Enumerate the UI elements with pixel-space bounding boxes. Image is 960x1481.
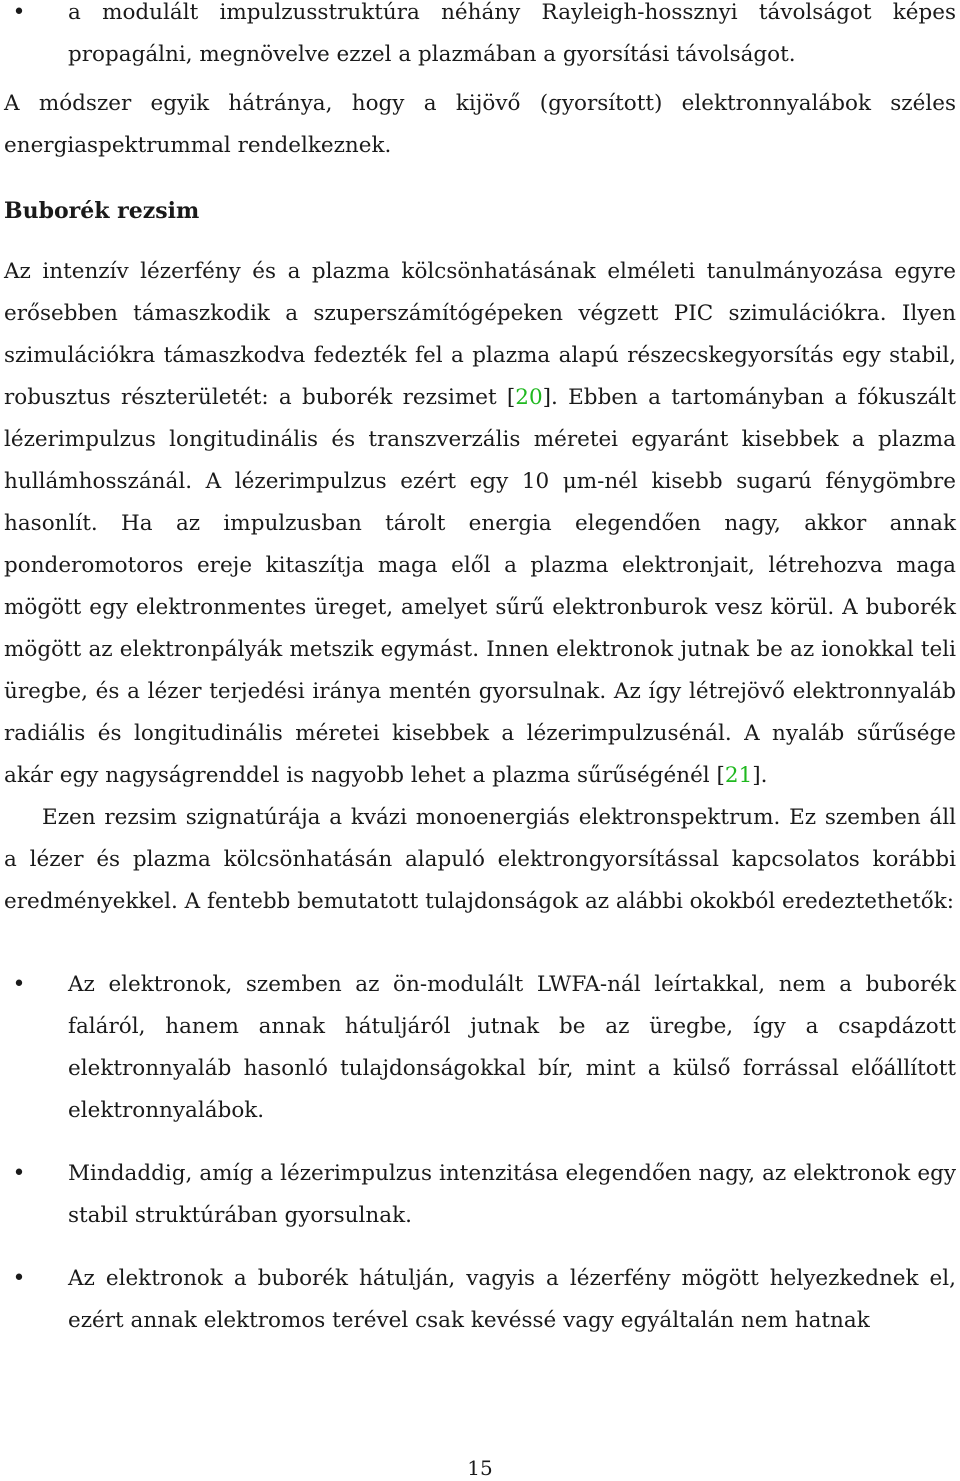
list-item-text: Az elektronok, szemben az ön-modulált LWFA-nál leírtakkal, nem a buborék faláról, hanem annak hátuljáról jutnak be az üregbe, így a csapdázott elektronnyaláb hasonló tulajdonságokkal bír, mint a külső forrással előállított elektronnyalábok. xyxy=(68,972,956,1123)
list-item-text: Mindaddig, amíg a lézerimpulzus intenzitása elegendően nagy, az elektronok egy stabil struktúrában gyorsulnak. xyxy=(68,1161,956,1228)
list-item-top xyxy=(4,0,956,76)
main-paragraph-part2: . Ebben a tartományban a fókuszált lézerimpulzus longitudinális és transzverzális méretei egyaránt kisebbek a plazma hullámhosszánál. A lézerimpulzus ezért egy 10 μm-nél kisebb sugarú fénygömbre hasonlít. Ha az impulzusban tárolt energia elegendően nagy, akkor annak ponderomotoros ereje kitaszítja maga elől a plazma elektronjait, létrehozva maga mögött egy elektronmentes üreget, amelyet sűrű elektronburok vesz körül. A buborék mögött az elektronpályák metszik egymást. Innen elektronok jutnak be az ionokkal teli üregbe, és a lézer terjedési iránya mentén gyorsulnak. Az így létrejövő elektronnyaláb radiális és longitudinális méretei kisebbek a lézerimpulzusénál. A nyaláb sűrűsége akár egy nagyságrenddel is nagyobb lehet a plazma sűrűségénél xyxy=(4,385,956,788)
list-item xyxy=(4,964,956,1132)
citation-open-bracket: [ xyxy=(716,763,725,788)
list-item xyxy=(4,1258,956,1342)
main-paragraph-part3: . xyxy=(760,763,768,788)
citation-open-bracket: [ xyxy=(506,385,516,410)
citation-close-bracket: ] xyxy=(752,763,761,788)
page-number: 15 xyxy=(467,1456,493,1480)
main-paragraph-part1: Az intenzív lézerfény és a plazma kölcsönhatásának elméleti tanulmányozása egyre erősebben támaszkodik a szuperszámítógépeken végzett PIC szimulációkra. Ilyen szimulációkra támaszkodva fedezték fel a plazma alapú részecskegyorsítás egy stabil, robusztus részterületét: a buborék rezsimet xyxy=(4,259,956,410)
citation-link-20[interactable]: 20 xyxy=(515,385,543,410)
list-item-text: a modulált impulzusstruktúra néhány Rayleigh-hossznyi távolságot képes propagálni, megnövelve ezzel a plazmában a gyorsítási távolságot. xyxy=(68,0,956,67)
bullet-icon: • xyxy=(12,972,26,997)
list-item xyxy=(4,1153,956,1237)
bullet-icon: • xyxy=(12,0,26,25)
page-content xyxy=(4,0,956,1342)
intro-paragraph: A módszer egyik hátránya, hogy a kijövő (gyorsított) elektronnyalábok széles energiaspektrummal rendelkeznek. xyxy=(4,91,956,158)
list-item-text: Az elektronok a buborék hátulján, vagyis a lézerfény mögött helyezkednek el, ezért annak elektromos terével csak kevéssé vagy egyáltalán nem hatnak xyxy=(68,1266,956,1333)
bullet-icon: • xyxy=(12,1161,26,1186)
citation-close-bracket: ] xyxy=(542,385,552,410)
section-heading: Buborék rezsim xyxy=(4,198,200,224)
citation-link-21[interactable]: 21 xyxy=(724,763,753,788)
bullet-icon: • xyxy=(12,1266,26,1291)
signature-paragraph: Ezen rezsim szignatúrája a kvázi monoenergiás elektronspektrum. Ez szemben áll a lézer és plazma kölcsönhatásán alapuló elektrongyorsítással kapcsolatos korábbi eredményekkel. A fentebb bemutatott tulajdonságok az alábbi okokból eredeztethetők: xyxy=(4,805,956,914)
main-paragraph xyxy=(4,251,956,797)
